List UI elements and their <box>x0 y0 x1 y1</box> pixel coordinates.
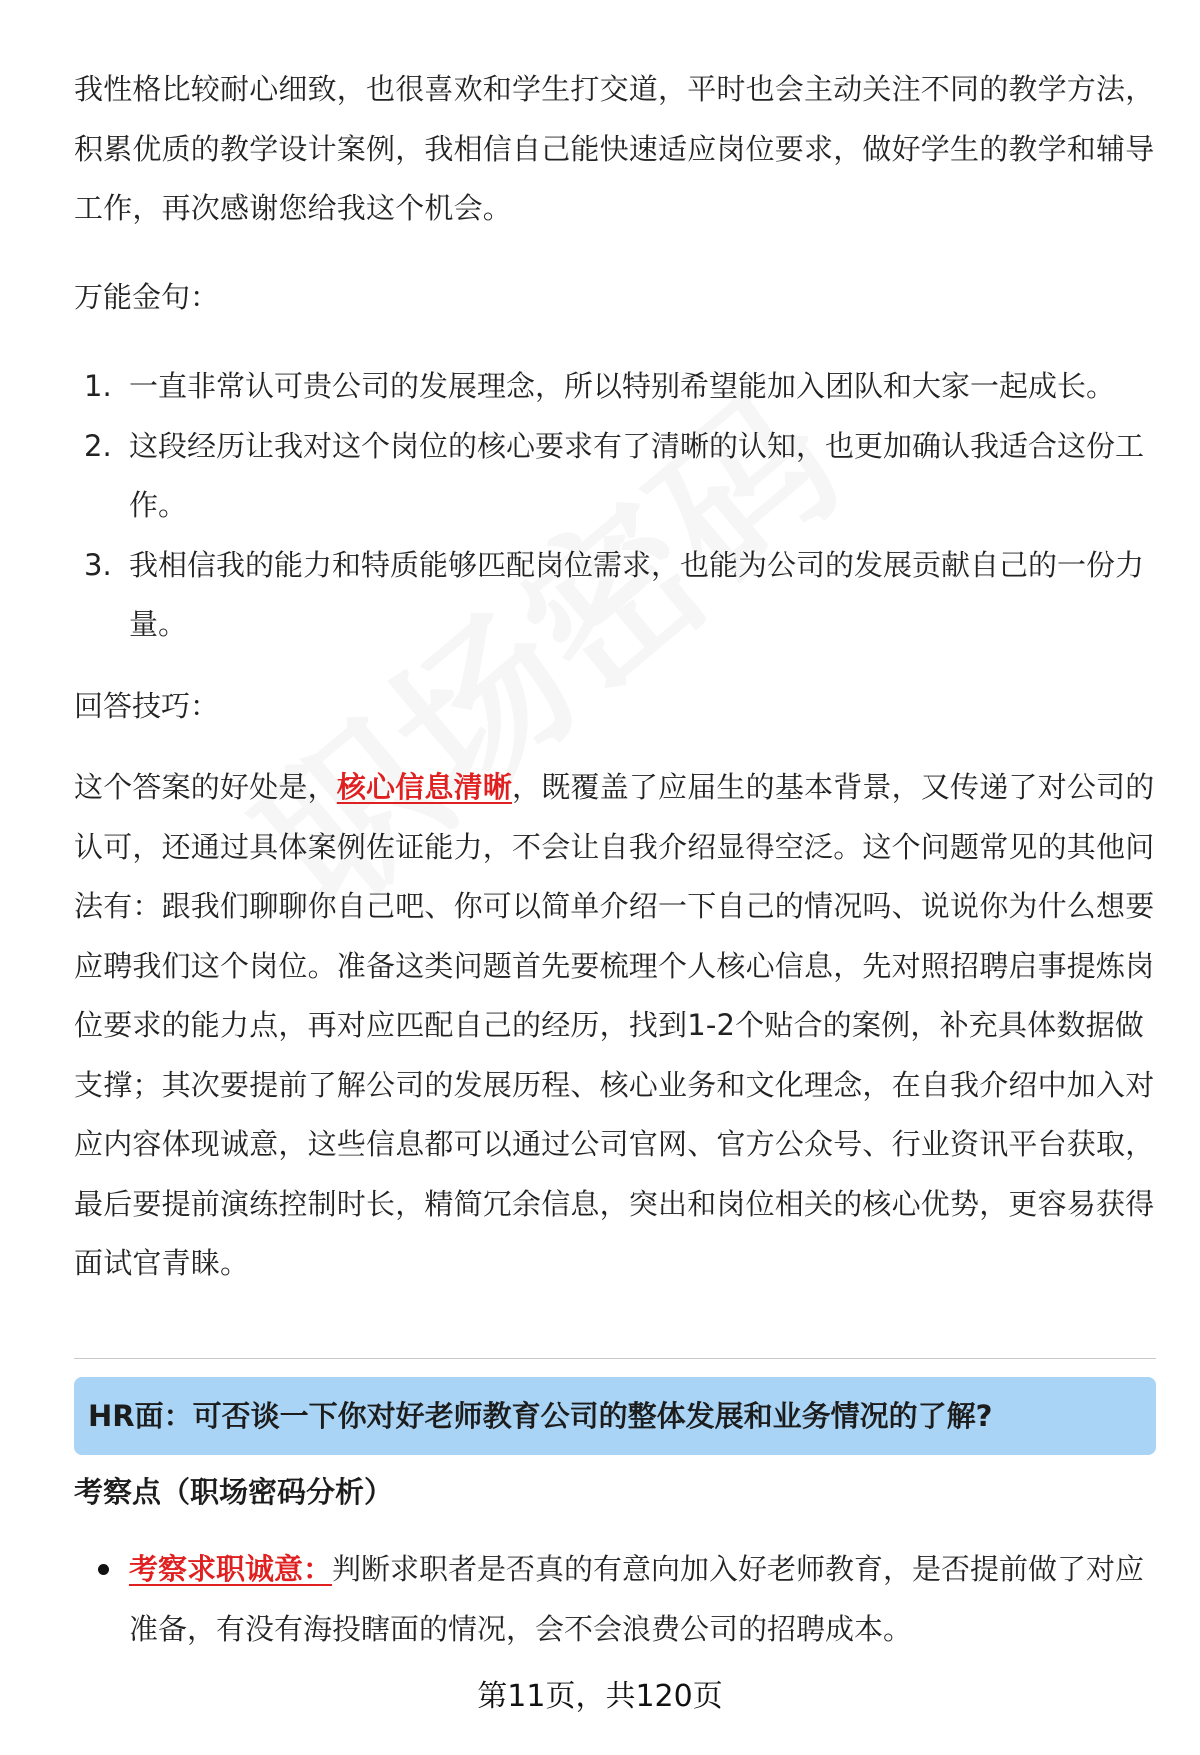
page-content <box>74 60 1156 1294</box>
list-item <box>74 357 1156 417</box>
tips-label: 回答技巧： <box>74 688 220 723</box>
tips-text-before: 这个答案的好处是， <box>74 770 337 804</box>
list-item-text: 这段经历让我对这个岗位的核心要求有了清晰的认知，也更加确认我适合这份工作。 <box>129 428 1145 522</box>
analysis-title: 考察点（职场密码分析） <box>74 1475 394 1509</box>
list-number: 2. <box>84 428 112 463</box>
question-box <box>74 1377 1156 1455</box>
tips-highlight: 核心信息清晰 <box>336 770 513 804</box>
list-number: 3. <box>84 547 112 582</box>
tips-text-after: ，既覆盖了应届生的基本背景，又传递了对公司的认可，还通过具体案例佐证能力，不会让自我介绍显得空泛。这个问题常见的其他问法有：跟我们聊聊你自己吧、你可以简单介绍一下自己的情况吗、说说你为什么想要应聘我们这个岗位。准备这类问题首先要梳理个人核心信息，先对照招聘启事提炼岗位要求的能力点，再对应匹配自己的经历，找到1-2个贴合的案例，补充具体数据做支撑；其次要提前了解公司的发展历程、核心业务和文化理念，在自我介绍中加入对应内容体现诚意，这些信息都可以通过公司官网、官方公众号、行业资讯平台获取，最后要提前演练控制时长，精简冗余信息，突出和岗位相关的核心优势，更容易获得面试官青睐。 <box>74 770 1155 1280</box>
bullet-item <box>74 1540 1156 1659</box>
bullet-text: 判断求职者是否真的有意向加入好老师教育，是否提前做了对应准备，有没有海投瞎面的情况，会不会浪费公司的招聘成本。 <box>129 1552 1145 1646</box>
tips-paragraph <box>74 758 1156 1294</box>
list-number: 1. <box>84 369 112 403</box>
golden-sentences-label: 万能金句： <box>74 279 220 314</box>
page-number: 第11页，共120页 <box>477 1679 723 1714</box>
list-item-text: 我相信我的能力和特质能够匹配岗位需求，也能为公司的发展贡献自己的一份力量。 <box>129 547 1145 641</box>
bullet-highlight: 考察求职诚意： <box>129 1552 333 1586</box>
golden-sentences-list <box>74 357 1156 655</box>
section-divider <box>74 1358 1156 1359</box>
analysis-bullets <box>74 1540 1156 1659</box>
list-item-text: 一直非常认可贵公司的发展理念，所以特别希望能加入团队和大家一起成长。 <box>129 369 1116 403</box>
bullet-dot-icon <box>98 1564 109 1575</box>
list-item <box>74 417 1156 536</box>
list-item <box>74 536 1156 655</box>
intro-paragraph: 我性格比较耐心细致，也很喜欢和学生打交道，平时也会主动关注不同的教学方法，积累优质的教学设计案例，我相信自己能快速适应岗位要求，做好学生的教学和辅导工作，再次感谢您给我这个机会。 <box>74 72 1155 225</box>
question-title: HR面：可否谈一下你对好老师教育公司的整体发展和业务情况的了解? <box>88 1399 993 1433</box>
